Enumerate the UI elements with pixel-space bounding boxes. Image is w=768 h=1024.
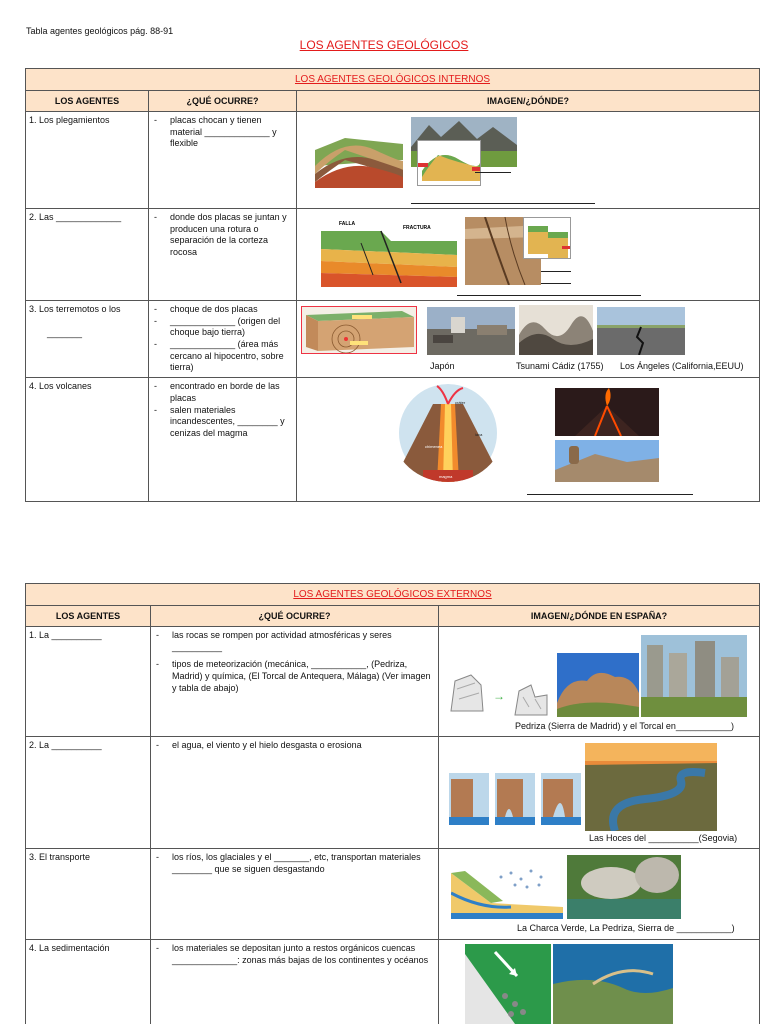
weathering-diagram-before (447, 671, 487, 715)
occurs-item: - salen materiales incandescentes, ________ y cenizas del magma (152, 405, 293, 440)
agent-name: 4. Los volcanes (26, 378, 149, 502)
agent-name: 2. Las _____________ (26, 209, 149, 301)
image-cell (439, 627, 760, 737)
table-row (26, 378, 760, 502)
external-agents-table (25, 583, 760, 1024)
volcanic-landscape-photo (555, 440, 659, 482)
occurs-item: - los materiales se depositan junto a restos orgánicos cuencas _____________: zonas más bajas de los continentes y océanos (154, 943, 435, 966)
image-cell (297, 301, 760, 378)
internal-agents-table (25, 68, 760, 502)
weathering-diagram-after (511, 677, 551, 717)
agent-name: 1. Los plegamientos (26, 112, 149, 209)
delta-aerial-photo (553, 944, 673, 1024)
table-row (26, 209, 760, 301)
image-cell (297, 209, 760, 301)
transport-diagram (451, 863, 563, 919)
fault-inset-diagram (523, 217, 571, 259)
table-row (26, 940, 760, 1024)
caption-pedriza-torcal: Pedriza (Sierra de Madrid) y el Torcal en___________) (515, 721, 734, 731)
fault-diagram-image (321, 217, 457, 287)
col-header-agents: LOS AGENTES (26, 91, 149, 112)
pedriza-rocks-photo (557, 653, 639, 717)
caption-los-angeles: Los Ángeles (California,EEUU) (620, 361, 744, 371)
sedimentation-diagram (465, 944, 551, 1024)
occurs-item: - _____________ (área más cercano al hipocentro, sobre tierra) (152, 339, 293, 374)
occurs-item: - encontrado en borde de las placas (152, 381, 293, 404)
col-header-agents: LOS AGENTES (26, 606, 151, 627)
image-cell (297, 378, 760, 502)
arrow-right-icon: → (493, 689, 505, 703)
col-header-image: IMAGEN/¿DÓNDE? (297, 91, 760, 112)
occurs-item: - el agua, el viento y el hielo desgasta o erosiona (154, 740, 435, 752)
fault-label: FALLA (339, 221, 356, 227)
caption-hoces: Las Hoces del __________(Segovia) (589, 833, 738, 843)
chimney-label: chimenea (425, 444, 443, 450)
volcano-eruption-photo (555, 388, 659, 436)
crater-label: cráter (455, 400, 466, 406)
occurs-item: - tipos de meteorización (mecánica, ___________, (Pedriza, Madrid) y química, (El Torcal de Antequera, Málaga) (Ver imagen y tabla de abajo) (154, 659, 435, 694)
agent-name: 4. La sedimentación (26, 940, 151, 1024)
image-cell (439, 737, 760, 849)
image-cell (439, 849, 760, 940)
agent-name-blank: _______ (47, 328, 83, 338)
answer-blank (411, 203, 595, 204)
page-reference: Tabla agentes geológicos pág. 88-91 (26, 26, 174, 36)
los-angeles-earthquake-photo (597, 307, 685, 355)
external-section-title: LOS AGENTES GEOLÓGICOS EXTERNOS (26, 584, 760, 606)
occurs-item: - choque de dos placas (152, 304, 293, 316)
lava-label: lava (475, 432, 483, 438)
agent-name: 2. La __________ (26, 737, 151, 849)
coastal-erosion-diagram (449, 773, 581, 831)
agent-name: 1. La __________ (26, 627, 151, 737)
occurs-item: - donde dos placas se juntan y producen una rotura o separación de la corteza rocosa (152, 212, 293, 259)
japan-earthquake-photo (427, 307, 515, 355)
occurs-item: - placas chocan y tienen material _____________ y flexible (152, 115, 293, 150)
table-row (26, 112, 760, 209)
occurs-item: - las rocas se rompen por actividad atmosféricas y seres __________ (154, 630, 435, 653)
hoces-river-canyon-photo (585, 743, 717, 831)
tsunami-cadiz-illustration (519, 305, 593, 355)
agent-name: 3. Los terremotos o los (29, 304, 121, 314)
internal-section-title: LOS AGENTES GEOLÓGICOS INTERNOS (26, 69, 760, 91)
answer-blank (457, 295, 641, 296)
table-row (26, 849, 760, 940)
occurs-item: - los ríos, los glaciales y el _______, etc, transportan materiales ________ que se siguen desgastando (154, 852, 435, 875)
col-header-occurs: ¿QUÉ OCURRE? (149, 91, 297, 112)
table-row (26, 627, 760, 737)
answer-blank (527, 494, 693, 495)
torcal-antequera-photo (641, 635, 747, 717)
col-header-occurs: ¿QUÉ OCURRE? (151, 606, 439, 627)
answer-blank (541, 271, 571, 272)
col-header-image: IMAGEN/¿DÓNDE EN ESPAÑA? (439, 606, 760, 627)
fold-diagram-image (315, 130, 403, 188)
table-row (26, 301, 760, 378)
table-row (26, 737, 760, 849)
page-title: LOS AGENTES GEOLÓGICOS (299, 38, 469, 52)
fracture-label: FRACTURA (403, 225, 431, 231)
charca-verde-photo (567, 855, 681, 919)
earthquake-diagram-image (301, 306, 417, 354)
image-cell (439, 940, 760, 1024)
answer-blank (475, 172, 511, 173)
magma-label: magma (439, 474, 453, 480)
caption-charca-verde: La Charca Verde, La Pedriza, Sierra de ___________) (517, 923, 735, 933)
occurs-item: - _____________ (origen del choque bajo tierra) (152, 316, 293, 339)
caption-tsunami-cadiz: Tsunami Cádiz (1755) (516, 361, 604, 371)
caption-japan: Japón (430, 361, 455, 371)
fold-inset-diagram (417, 140, 481, 186)
agent-name: 3. El transporte (26, 849, 151, 940)
answer-blank (541, 283, 571, 284)
image-cell (297, 112, 760, 209)
volcano-diagram-image (393, 384, 503, 482)
